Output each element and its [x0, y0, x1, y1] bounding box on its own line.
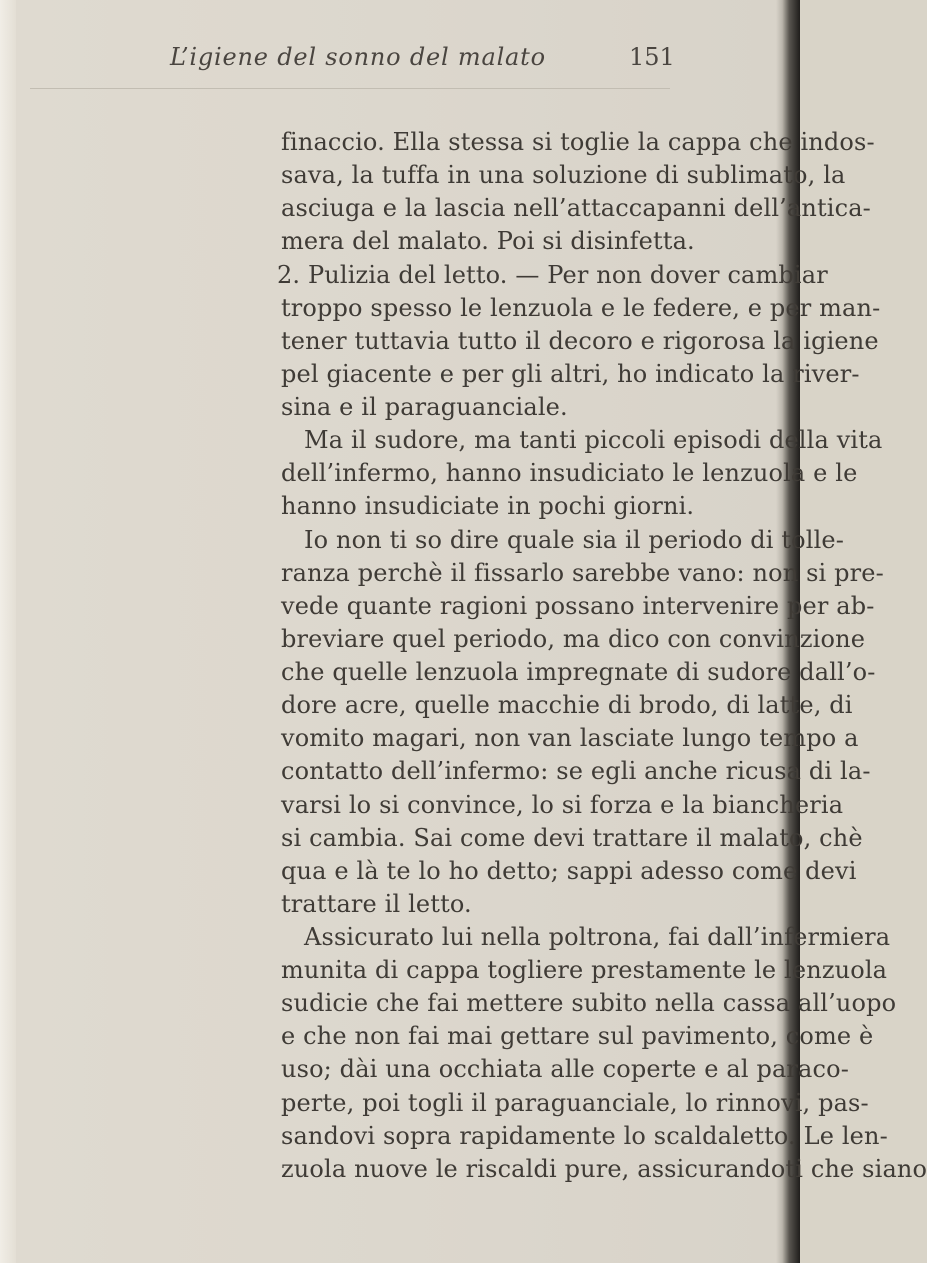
text-line: qua e là te lo ho detto; sappi adesso come devi [281, 857, 857, 885]
text-line: Io non ti so dire quale sia il periodo di tolle- [304, 526, 845, 554]
text-line: Assicurato lui nella poltrona, fai dall’infermiera [304, 923, 891, 951]
page-number: 151 [629, 43, 675, 71]
text-line: varsi lo si convince, lo si forza e la biancheria [281, 791, 844, 819]
text-line: ranza perchè il fissarlo sarebbe vano: non si pre- [281, 559, 884, 587]
text-line: pel giacente e per gli altri, ho indicato la river- [281, 360, 860, 388]
text-line: zuola nuove le riscaldi pure, assicurandoti che siano [281, 1155, 927, 1183]
text-line: dell’infermo, hanno insudiciato le lenzuola e le [281, 459, 858, 487]
text-line: sandovi sopra rapidamente lo scaldaletto. Le len- [281, 1122, 888, 1150]
text-line: Ma il sudore, ma tanti piccoli episodi della vita [304, 426, 883, 454]
text-line: che quelle lenzuola impregnate di sudore dall’o- [281, 658, 876, 686]
text-line: sudicie che fai mettere subito nella cassa all’uopo [281, 989, 897, 1017]
text-line: troppo spesso le lenzuola e le federe, e per man- [281, 294, 881, 322]
text-line: trattare il letto. [281, 890, 472, 918]
text-line: vomito magari, non van lasciate lungo tempo a [281, 724, 859, 752]
text-line: munita di cappa togliere prestamente le lenzuola [281, 956, 888, 984]
text-line: contatto dell’infermo: se egli anche ricusa di la- [281, 757, 871, 785]
text-line: dore acre, quelle macchie di brodo, di latte, di [281, 691, 853, 719]
text-line: uso; dài una occhiata alle coperte e al paraco- [281, 1055, 849, 1083]
text-line: tener tuttavia tutto il decoro e rigorosa la igiene [281, 327, 879, 355]
text-line: breviare quel periodo, ma dico con convinzione [281, 625, 866, 653]
text-line: finaccio. Ella stessa si toglie la cappa che indos- [281, 128, 875, 156]
text-line: vede quante ragioni possano intervenire per ab- [281, 592, 875, 620]
running-title: L’igiene del sonno del malato [170, 43, 546, 71]
text-line: e che non fai mai gettare sul pavimento, come è [281, 1022, 874, 1050]
text-line: mera del malato. Poi si disinfetta. [281, 227, 695, 255]
text-line: sava, la tuffa in una soluzione di sublimato, la [281, 161, 846, 189]
text-line: asciuga e la lascia nell’attaccapanni dell’antica- [281, 194, 871, 222]
text-line: si cambia. Sai come devi trattare il malato, chè [281, 824, 863, 852]
text-line: hanno insudiciate in pochi giorni. [281, 492, 695, 520]
text-line: sina e il paraguanciale. [281, 393, 568, 421]
text-line: 2. Pulizia del letto. — Per non dover cambiar [277, 261, 828, 289]
text-line: perte, poi togli il paraguanciale, lo rinnovi, pas- [281, 1089, 869, 1117]
